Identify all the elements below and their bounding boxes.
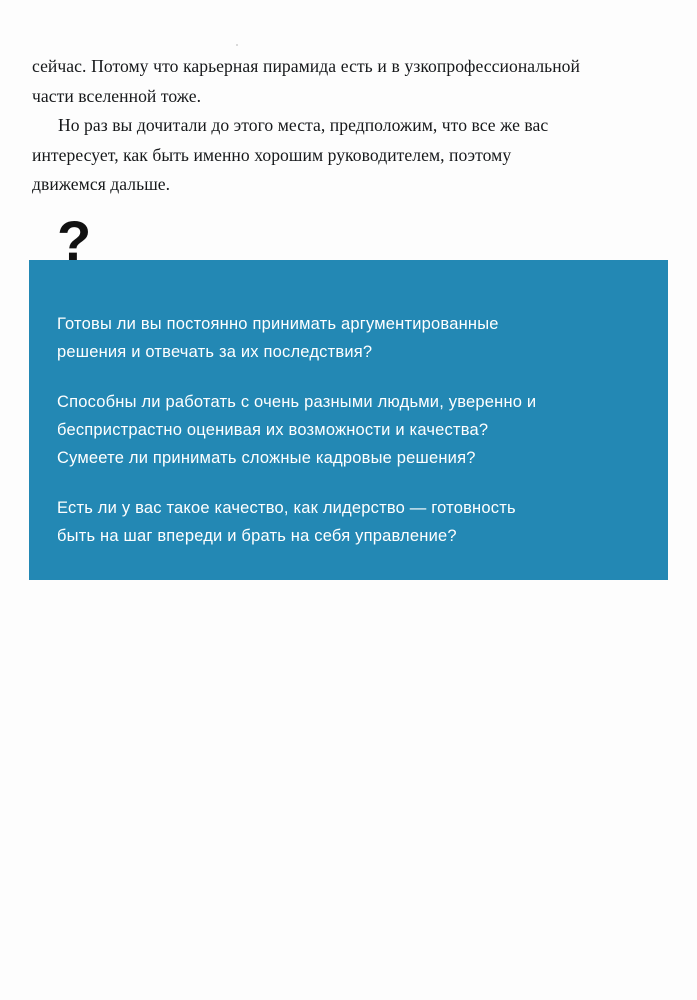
paragraph-continuation: сейчас. Потому что карьерная пирамида есть и в узкопрофессиональной части вселенной тоже. [32,56,580,106]
paper-speck [236,44,238,46]
question-item: Есть ли у вас такое качество, как лидерство — готовность быть на шаг впереди и брать на себя управление? [57,499,516,545]
question-list [57,310,557,550]
paragraph-transition: Но раз вы дочитали до этого места, предположим, что все же вас интересует, как быть именно хорошим руководителем, поэтому движемся дальше. [32,115,549,194]
question-mark-icon: ? [57,209,92,272]
question-item: Готовы ли вы постоянно принимать аргументированные решения и отвечать за их последствия? [57,315,499,361]
question-item: Способны ли работать с очень разными людьми, уверенно и беспристрастно оценивая их возможности и качества? Сумеете ли принимать сложные кадровые решения? [57,393,537,467]
body-text-block [32,52,580,200]
question-callout-box [29,260,668,580]
